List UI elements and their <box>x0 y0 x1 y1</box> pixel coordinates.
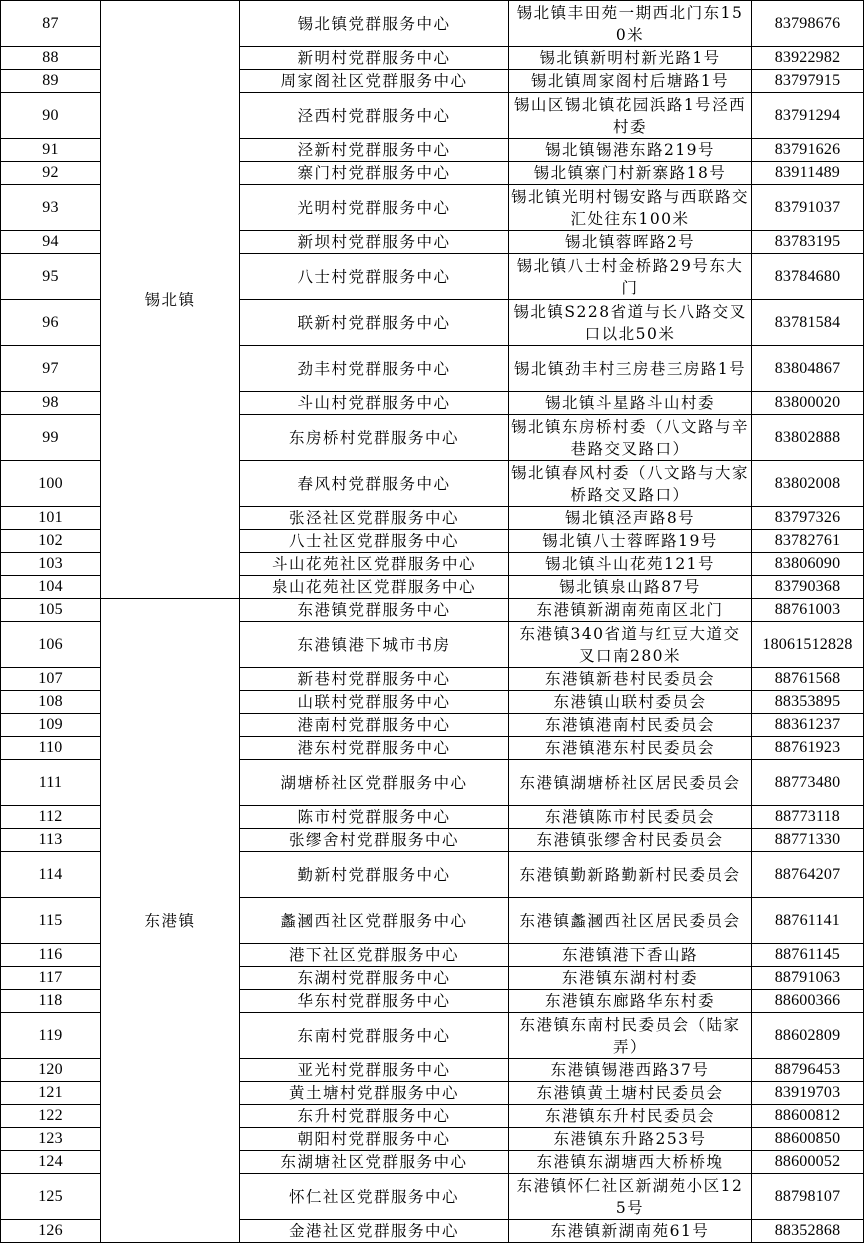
center-address: 东港镇港东村民委员会 <box>509 737 752 760</box>
center-name: 港南村党群服务中心 <box>240 714 509 737</box>
row-number: 111 <box>1 760 101 806</box>
row-number: 103 <box>1 553 101 576</box>
center-address: 锡北镇丰田苑一期西北门东150米 <box>509 1 752 47</box>
center-name: 东湖村党群服务中心 <box>240 967 509 990</box>
town-name: 锡北镇 <box>101 1 240 599</box>
center-address: 锡北镇锡港东路219号 <box>509 139 752 162</box>
center-address: 锡北镇寨门村新寨路18号 <box>509 162 752 185</box>
center-name: 华东村党群服务中心 <box>240 990 509 1013</box>
row-number: 91 <box>1 139 101 162</box>
center-name: 新坝村党群服务中心 <box>240 231 509 254</box>
center-phone: 83919703 <box>752 1082 864 1105</box>
row-number: 97 <box>1 346 101 392</box>
center-address: 锡北镇八士村金桥路29号东大门 <box>509 254 752 300</box>
center-name: 东南村党群服务中心 <box>240 1013 509 1059</box>
center-address: 东港镇山联村委员会 <box>509 691 752 714</box>
center-address: 锡北镇春风村委（八文路与大家桥路交叉路口） <box>509 461 752 507</box>
row-number: 105 <box>1 599 101 622</box>
center-phone: 83802888 <box>752 415 864 461</box>
row-number: 116 <box>1 944 101 967</box>
row-number: 89 <box>1 70 101 93</box>
row-number: 118 <box>1 990 101 1013</box>
row-number: 120 <box>1 1059 101 1082</box>
center-address: 东港镇张缪舍村民委员会 <box>509 829 752 852</box>
center-phone: 88773480 <box>752 760 864 806</box>
center-phone: 88761003 <box>752 599 864 622</box>
row-number: 121 <box>1 1082 101 1105</box>
center-name: 东港镇港下城市书房 <box>240 622 509 668</box>
center-name: 斗山村党群服务中心 <box>240 392 509 415</box>
row-number: 125 <box>1 1174 101 1220</box>
center-address: 东港镇陈市村民委员会 <box>509 806 752 829</box>
row-number: 104 <box>1 576 101 599</box>
center-address: 东港镇港南村民委员会 <box>509 714 752 737</box>
center-address: 东港镇东南村民委员会（陆家弄） <box>509 1013 752 1059</box>
center-name: 张缪舍村党群服务中心 <box>240 829 509 852</box>
center-name: 八士社区党群服务中心 <box>240 530 509 553</box>
row-number: 95 <box>1 254 101 300</box>
center-phone: 88761141 <box>752 898 864 944</box>
center-name: 泉山花苑社区党群服务中心 <box>240 576 509 599</box>
row-number: 94 <box>1 231 101 254</box>
town-name: 东港镇 <box>101 599 240 1243</box>
center-address: 锡北镇劲丰村三房巷三房路1号 <box>509 346 752 392</box>
center-name: 锡北镇党群服务中心 <box>240 1 509 47</box>
row-number: 122 <box>1 1105 101 1128</box>
center-name: 光明村党群服务中心 <box>240 185 509 231</box>
row-number: 92 <box>1 162 101 185</box>
center-phone: 88761923 <box>752 737 864 760</box>
center-name: 春风村党群服务中心 <box>240 461 509 507</box>
center-address: 锡北镇蓉晖路2号 <box>509 231 752 254</box>
center-phone: 88796453 <box>752 1059 864 1082</box>
center-name: 八士村党群服务中心 <box>240 254 509 300</box>
row-number: 99 <box>1 415 101 461</box>
row-number: 93 <box>1 185 101 231</box>
center-phone: 83781584 <box>752 300 864 346</box>
row-number: 101 <box>1 507 101 530</box>
row-number: 114 <box>1 852 101 898</box>
row-number: 115 <box>1 898 101 944</box>
table-row <box>1 1 864 47</box>
center-phone: 83922982 <box>752 47 864 70</box>
center-phone: 83797915 <box>752 70 864 93</box>
center-address: 锡北镇光明村锡安路与西联路交汇处往东100米 <box>509 185 752 231</box>
center-name: 怀仁社区党群服务中心 <box>240 1174 509 1220</box>
center-address: 东港镇东升村民委员会 <box>509 1105 752 1128</box>
table-row <box>1 599 864 622</box>
center-address: 锡北镇周家阁村后塘路1号 <box>509 70 752 93</box>
center-phone: 83782761 <box>752 530 864 553</box>
center-address: 东港镇东湖村村委 <box>509 967 752 990</box>
center-phone: 88600812 <box>752 1105 864 1128</box>
center-name: 朝阳村党群服务中心 <box>240 1128 509 1151</box>
center-phone: 83797326 <box>752 507 864 530</box>
row-number: 100 <box>1 461 101 507</box>
center-phone: 83791626 <box>752 139 864 162</box>
center-name: 勤新村党群服务中心 <box>240 852 509 898</box>
row-number: 110 <box>1 737 101 760</box>
center-phone: 83784680 <box>752 254 864 300</box>
center-address: 东港镇勤新路勤新村民委员会 <box>509 852 752 898</box>
center-name: 联新村党群服务中心 <box>240 300 509 346</box>
center-address: 东港镇新湖南苑南区北门 <box>509 599 752 622</box>
center-phone: 83798676 <box>752 1 864 47</box>
row-number: 109 <box>1 714 101 737</box>
row-number: 117 <box>1 967 101 990</box>
center-address: 锡北镇泾声路8号 <box>509 507 752 530</box>
row-number: 112 <box>1 806 101 829</box>
center-phone: 88361237 <box>752 714 864 737</box>
center-address: 东港镇东廊路华东村委 <box>509 990 752 1013</box>
center-name: 劲丰村党群服务中心 <box>240 346 509 392</box>
center-name: 山联村党群服务中心 <box>240 691 509 714</box>
row-number: 126 <box>1 1220 101 1243</box>
center-phone: 88600052 <box>752 1151 864 1174</box>
center-phone: 88761568 <box>752 668 864 691</box>
center-name: 黄土塘村党群服务中心 <box>240 1082 509 1105</box>
center-name: 东升村党群服务中心 <box>240 1105 509 1128</box>
center-address: 东港镇340省道与红豆大道交叉口南280米 <box>509 622 752 668</box>
center-phone: 83790368 <box>752 576 864 599</box>
center-phone: 88771330 <box>752 829 864 852</box>
center-phone: 83800020 <box>752 392 864 415</box>
center-address: 东港镇东湖塘西大桥桥堍 <box>509 1151 752 1174</box>
row-number: 102 <box>1 530 101 553</box>
row-number: 119 <box>1 1013 101 1059</box>
center-phone: 88600366 <box>752 990 864 1013</box>
row-number: 87 <box>1 1 101 47</box>
center-phone: 88791063 <box>752 967 864 990</box>
center-address: 锡北镇斗山花苑121号 <box>509 553 752 576</box>
center-name: 蠡漍西社区党群服务中心 <box>240 898 509 944</box>
center-name: 泾西村党群服务中心 <box>240 93 509 139</box>
center-phone: 88773118 <box>752 806 864 829</box>
center-address: 东港镇锡港西路37号 <box>509 1059 752 1082</box>
center-phone: 83804867 <box>752 346 864 392</box>
row-number: 124 <box>1 1151 101 1174</box>
center-phone: 88600850 <box>752 1128 864 1151</box>
row-number: 106 <box>1 622 101 668</box>
center-phone: 83791037 <box>752 185 864 231</box>
center-name: 寨门村党群服务中心 <box>240 162 509 185</box>
center-phone: 18061512828 <box>752 622 864 668</box>
center-name: 亚光村党群服务中心 <box>240 1059 509 1082</box>
center-address: 东港镇新湖南苑61号 <box>509 1220 752 1243</box>
center-name: 港下社区党群服务中心 <box>240 944 509 967</box>
center-name: 新明村党群服务中心 <box>240 47 509 70</box>
center-address: 东港镇港下香山路 <box>509 944 752 967</box>
center-phone: 88761145 <box>752 944 864 967</box>
center-name: 东房桥村党群服务中心 <box>240 415 509 461</box>
center-name: 陈市村党群服务中心 <box>240 806 509 829</box>
row-number: 96 <box>1 300 101 346</box>
row-number: 123 <box>1 1128 101 1151</box>
center-address: 锡北镇八士蓉晖路19号 <box>509 530 752 553</box>
center-address: 东港镇怀仁社区新湖苑小区125号 <box>509 1174 752 1220</box>
center-phone: 88353895 <box>752 691 864 714</box>
center-phone: 83791294 <box>752 93 864 139</box>
center-phone: 88798107 <box>752 1174 864 1220</box>
row-number: 113 <box>1 829 101 852</box>
row-number: 107 <box>1 668 101 691</box>
center-address: 锡北镇S228省道与长八路交叉口以北50米 <box>509 300 752 346</box>
center-phone: 83802008 <box>752 461 864 507</box>
center-name: 金港社区党群服务中心 <box>240 1220 509 1243</box>
row-number: 98 <box>1 392 101 415</box>
center-address: 锡北镇泉山路87号 <box>509 576 752 599</box>
row-number: 88 <box>1 47 101 70</box>
center-address: 东港镇蠡漍西社区居民委员会 <box>509 898 752 944</box>
center-name: 东港镇党群服务中心 <box>240 599 509 622</box>
center-name: 泾新村党群服务中心 <box>240 139 509 162</box>
center-address: 锡山区锡北镇花园浜路1号泾西村委 <box>509 93 752 139</box>
center-name: 港东村党群服务中心 <box>240 737 509 760</box>
table-body <box>1 1 864 1243</box>
center-name: 张泾社区党群服务中心 <box>240 507 509 530</box>
center-address: 锡北镇新明村新光路1号 <box>509 47 752 70</box>
row-number: 90 <box>1 93 101 139</box>
center-name: 新巷村党群服务中心 <box>240 668 509 691</box>
center-name: 斗山花苑社区党群服务中心 <box>240 553 509 576</box>
center-address: 东港镇东升路253号 <box>509 1128 752 1151</box>
center-name: 东湖塘社区党群服务中心 <box>240 1151 509 1174</box>
row-number: 108 <box>1 691 101 714</box>
center-address: 锡北镇东房桥村委（八文路与辛巷路交叉路口） <box>509 415 752 461</box>
center-phone: 88764207 <box>752 852 864 898</box>
center-address: 东港镇湖塘桥社区居民委员会 <box>509 760 752 806</box>
center-address: 东港镇黄土塘村民委员会 <box>509 1082 752 1105</box>
center-address: 锡北镇斗星路斗山村委 <box>509 392 752 415</box>
center-name: 周家阁社区党群服务中心 <box>240 70 509 93</box>
center-name: 湖塘桥社区党群服务中心 <box>240 760 509 806</box>
center-phone: 83911489 <box>752 162 864 185</box>
center-phone: 88602809 <box>752 1013 864 1059</box>
center-phone: 88352868 <box>752 1220 864 1243</box>
center-address: 东港镇新巷村民委员会 <box>509 668 752 691</box>
center-phone: 83806090 <box>752 553 864 576</box>
center-phone: 83783195 <box>752 231 864 254</box>
